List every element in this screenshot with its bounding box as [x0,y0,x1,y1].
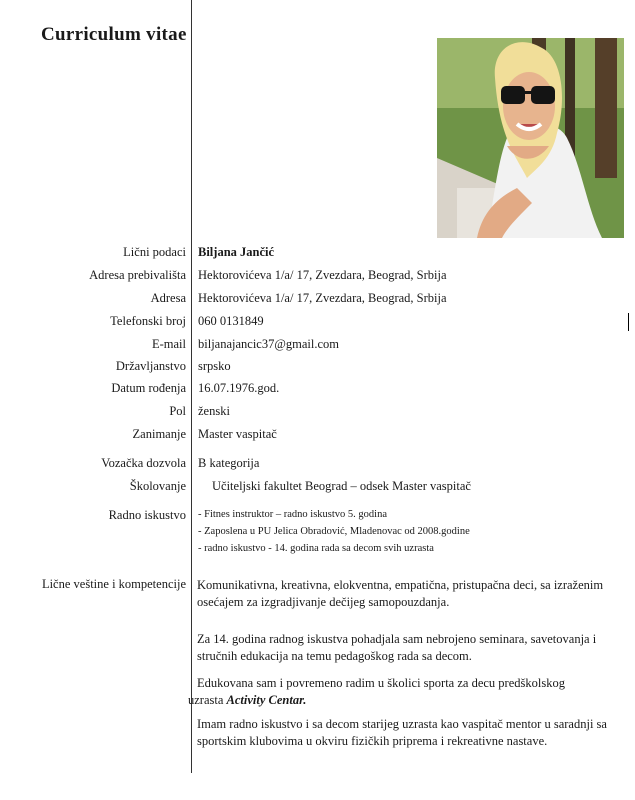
value-citizenship: srpsko [198,359,231,373]
label-email: E-mail [151,337,186,351]
skills-paragraph: Edukovana sam i povremeno radim u školici sporta za decu predškolskog [197,676,565,690]
profile-photo [437,38,624,238]
document-title: Curriculum vitae [41,24,187,45]
label-citizenship: Državljanstvo [115,359,186,373]
label-phone: Telefonski broj [110,314,186,328]
skills-paragraph-line [188,692,618,709]
value-education: Učiteljski fakultet Beograd – odsek Master vaspitač [212,479,471,493]
label-education: Školovanje [129,479,186,493]
work-experience-item: - Zaposlena u PU Jelica Obradović, Mladenovac od 2008.godine [198,526,470,537]
value-phone: 060 0131849 [198,314,264,328]
value-driving-license: B kategorija [198,456,260,470]
value-email: biljanajancic37@gmail.com [198,337,339,351]
skills-paragraph: Komunikativna, kreativna, elokventna, empatična, pristupačna deci, sa izraženim osećajem za izgradjivanje dečijeg samopouzdanja. [197,578,604,609]
value-residence-address: Hektorovićeva 1/a/ 17, Zvezdara, Beograd, Srbija [198,268,447,282]
value-full-name: Biljana Jančić [198,245,275,259]
value-occupation: Master vaspitač [198,427,277,441]
label-residence-address: Adresa prebivališta [89,268,186,282]
activity-centar-emphasis: Activity Centar. [226,693,307,707]
value-birth-date: 16.07.1976.god. [198,381,280,395]
value-address: Hektorovićeva 1/a/ 17, Zvezdara, Beograd, Srbija [198,291,447,305]
label-skills: Lične veštine i kompetencije [41,577,186,591]
label-address: Adresa [150,291,186,305]
skills-paragraph: Imam radno iskustvo i sa decom starijeg uzrasta kao vaspitač mentor u saradnji sa sportskim klubovima u okviru fizičkih priprema i rekreativne nastave. [197,717,607,748]
label-occupation: Zanimanje [132,427,186,441]
skills-paragraph: Za 14. godina radnog iskustva pohadjala sam nebrojeno seminara, savetovanja i stručnih edukacija na temu pedagoškog rada sa decom. [197,632,597,663]
text-cursor [628,313,629,331]
label-driving-license: Vozačka dozvola [101,456,186,470]
column-divider [191,0,192,773]
label-gender: Pol [169,404,186,418]
work-experience-item: - radno iskustvo - 14. godina rada sa decom svih uzrasta [198,543,434,554]
label-work-experience: Radno iskustvo [108,508,186,522]
value-gender: ženski [198,404,230,418]
label-personal-data: Lični podaci [123,245,186,259]
work-experience-item: - Fitnes instruktor – radno iskustvo 5. godina [198,509,387,520]
skills-text: uzrasta [188,693,227,707]
label-birth-date: Datum rođenja [111,381,186,395]
